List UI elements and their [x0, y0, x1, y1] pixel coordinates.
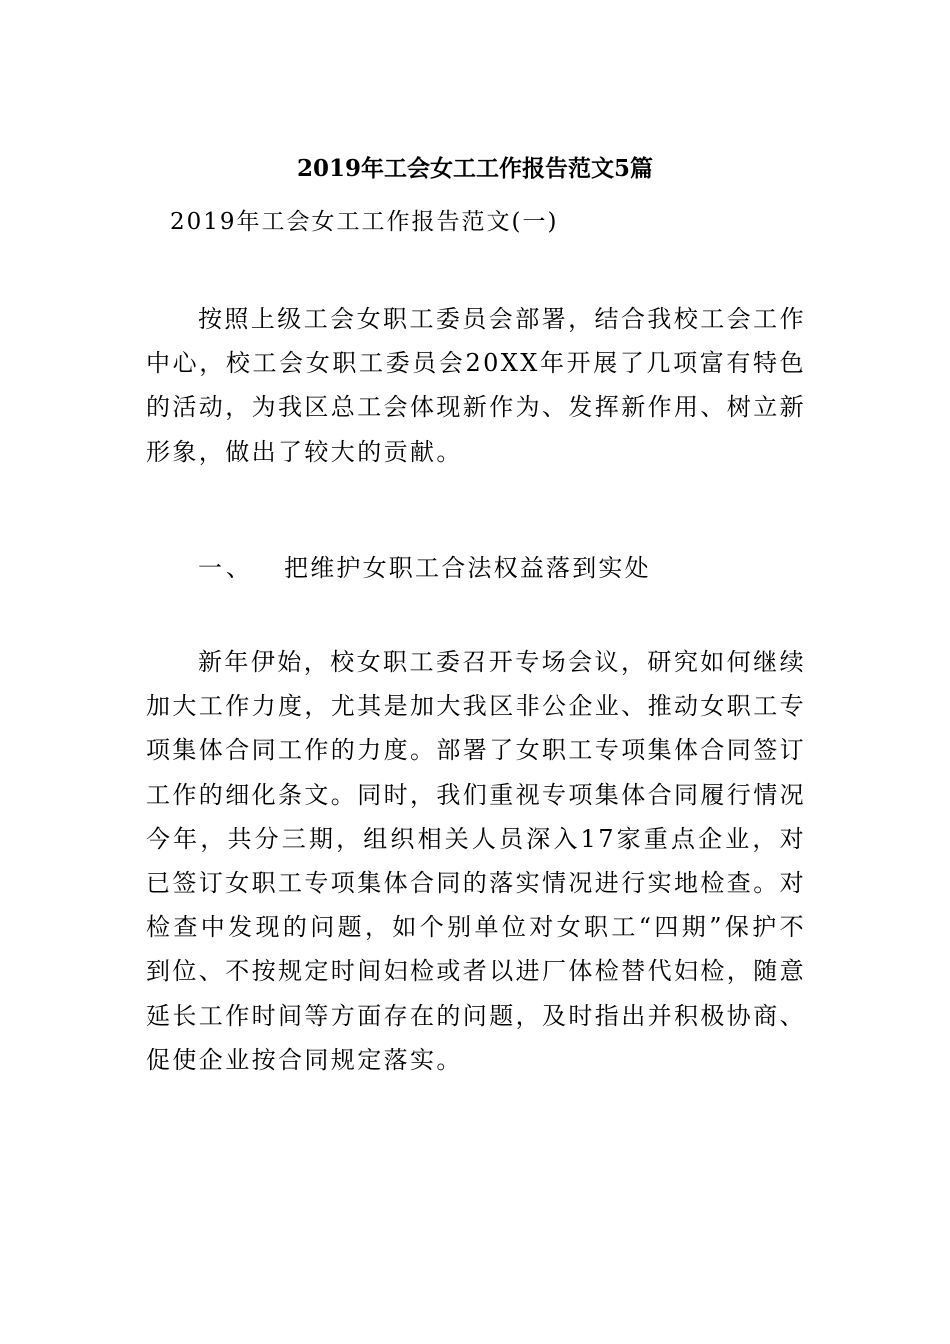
document-title: 2019年工会女工工作报告范文5篇: [296, 155, 654, 182]
section-title: 把维护女职工合法权益落到实处: [284, 554, 651, 582]
paragraph-body: 新年伊始，校女职工委召开专场会议，研究如何继续加大工作力度，尤其是加大我区非公企业、推动女职工专项集体合同工作的力度。部署了女职工专项集体合同签订工作的细化条文。同时，我们重视专项集体合同履行情况今年，共分三期，组织相关人员深入17家重点企业，对已签订女职工专项集体合同的落实情况进行实地检查。对检查中发现的问题，如个别单位对女职工“四期”保护不到位、不按规定时间妇检或者以进厂体检替代妇检，随意延长工作时间等方面存在的问题，及时指出并积极协商、促使企业按合同规定落实。: [146, 648, 806, 1074]
section-heading: [198, 548, 798, 588]
document-subtitle: 2019年工会女工工作报告范文(一): [170, 209, 559, 235]
paragraph-intro: 按照上级工会女职工委员会部署，结合我校工会工作中心，校工会女职工委员会20XX年开展了几项富有特色的活动，为我区总工会体现新作为、发挥新作用、树立新形象，做出了较大的贡献。: [146, 305, 806, 466]
section-number: 一、: [198, 554, 254, 582]
